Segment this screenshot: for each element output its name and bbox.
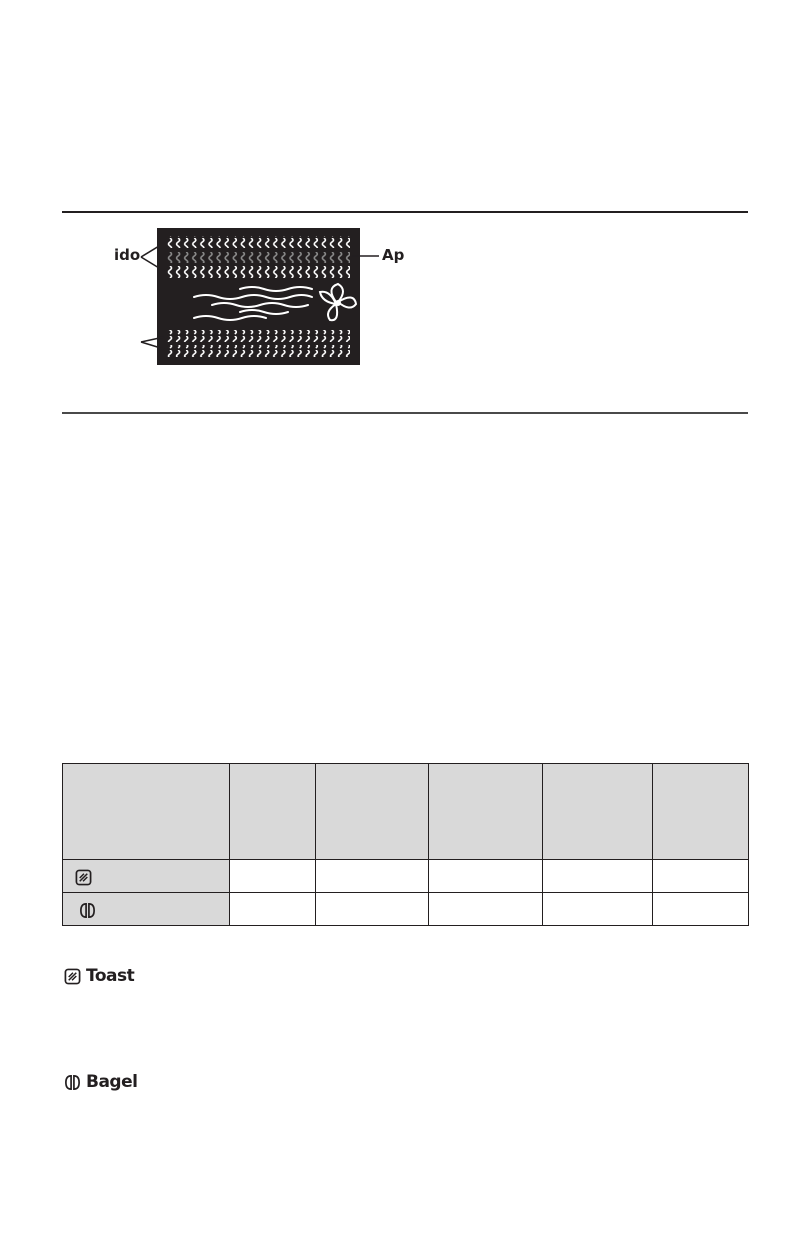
table-cell: [543, 860, 653, 893]
table-cell: [316, 860, 429, 893]
section-bottom-rule: [62, 412, 748, 414]
table-cell: [543, 893, 653, 926]
bagel-icon: [64, 1074, 81, 1091]
table-cell: [653, 860, 749, 893]
bagel-function-heading: [64, 1072, 137, 1092]
header-cell: [316, 764, 429, 860]
header-cell: [543, 764, 653, 860]
table-row-toast: [63, 860, 749, 893]
table-header-row: [63, 764, 749, 860]
row-head-toast: [63, 860, 230, 893]
bagel-label: Bagel: [86, 1072, 138, 1092]
oven-cavity: [157, 228, 360, 365]
header-cell: [63, 764, 230, 860]
toast-icon: [75, 869, 92, 886]
cooking-settings-table: [62, 763, 749, 926]
header-cell: [429, 764, 543, 860]
table-cell: [316, 893, 429, 926]
header-cell: [653, 764, 749, 860]
table-row-bagel: [63, 893, 749, 926]
diagram-label-right: Ap: [382, 246, 405, 264]
bagel-icon: [79, 902, 96, 919]
toast-icon: [64, 968, 81, 985]
table-cell: [653, 893, 749, 926]
table-cell: [230, 893, 316, 926]
diagram-label-left: ido: [114, 246, 141, 264]
toast-label: Toast: [86, 966, 135, 986]
oven-airflow-diagram: [0, 0, 810, 420]
table-cell: [230, 860, 316, 893]
row-head-bagel: [63, 893, 230, 926]
table-cell: [429, 860, 543, 893]
table-cell: [429, 893, 543, 926]
header-cell: [230, 764, 316, 860]
upper-heating-element-icon: [166, 236, 350, 278]
toast-function-heading: [64, 966, 134, 986]
